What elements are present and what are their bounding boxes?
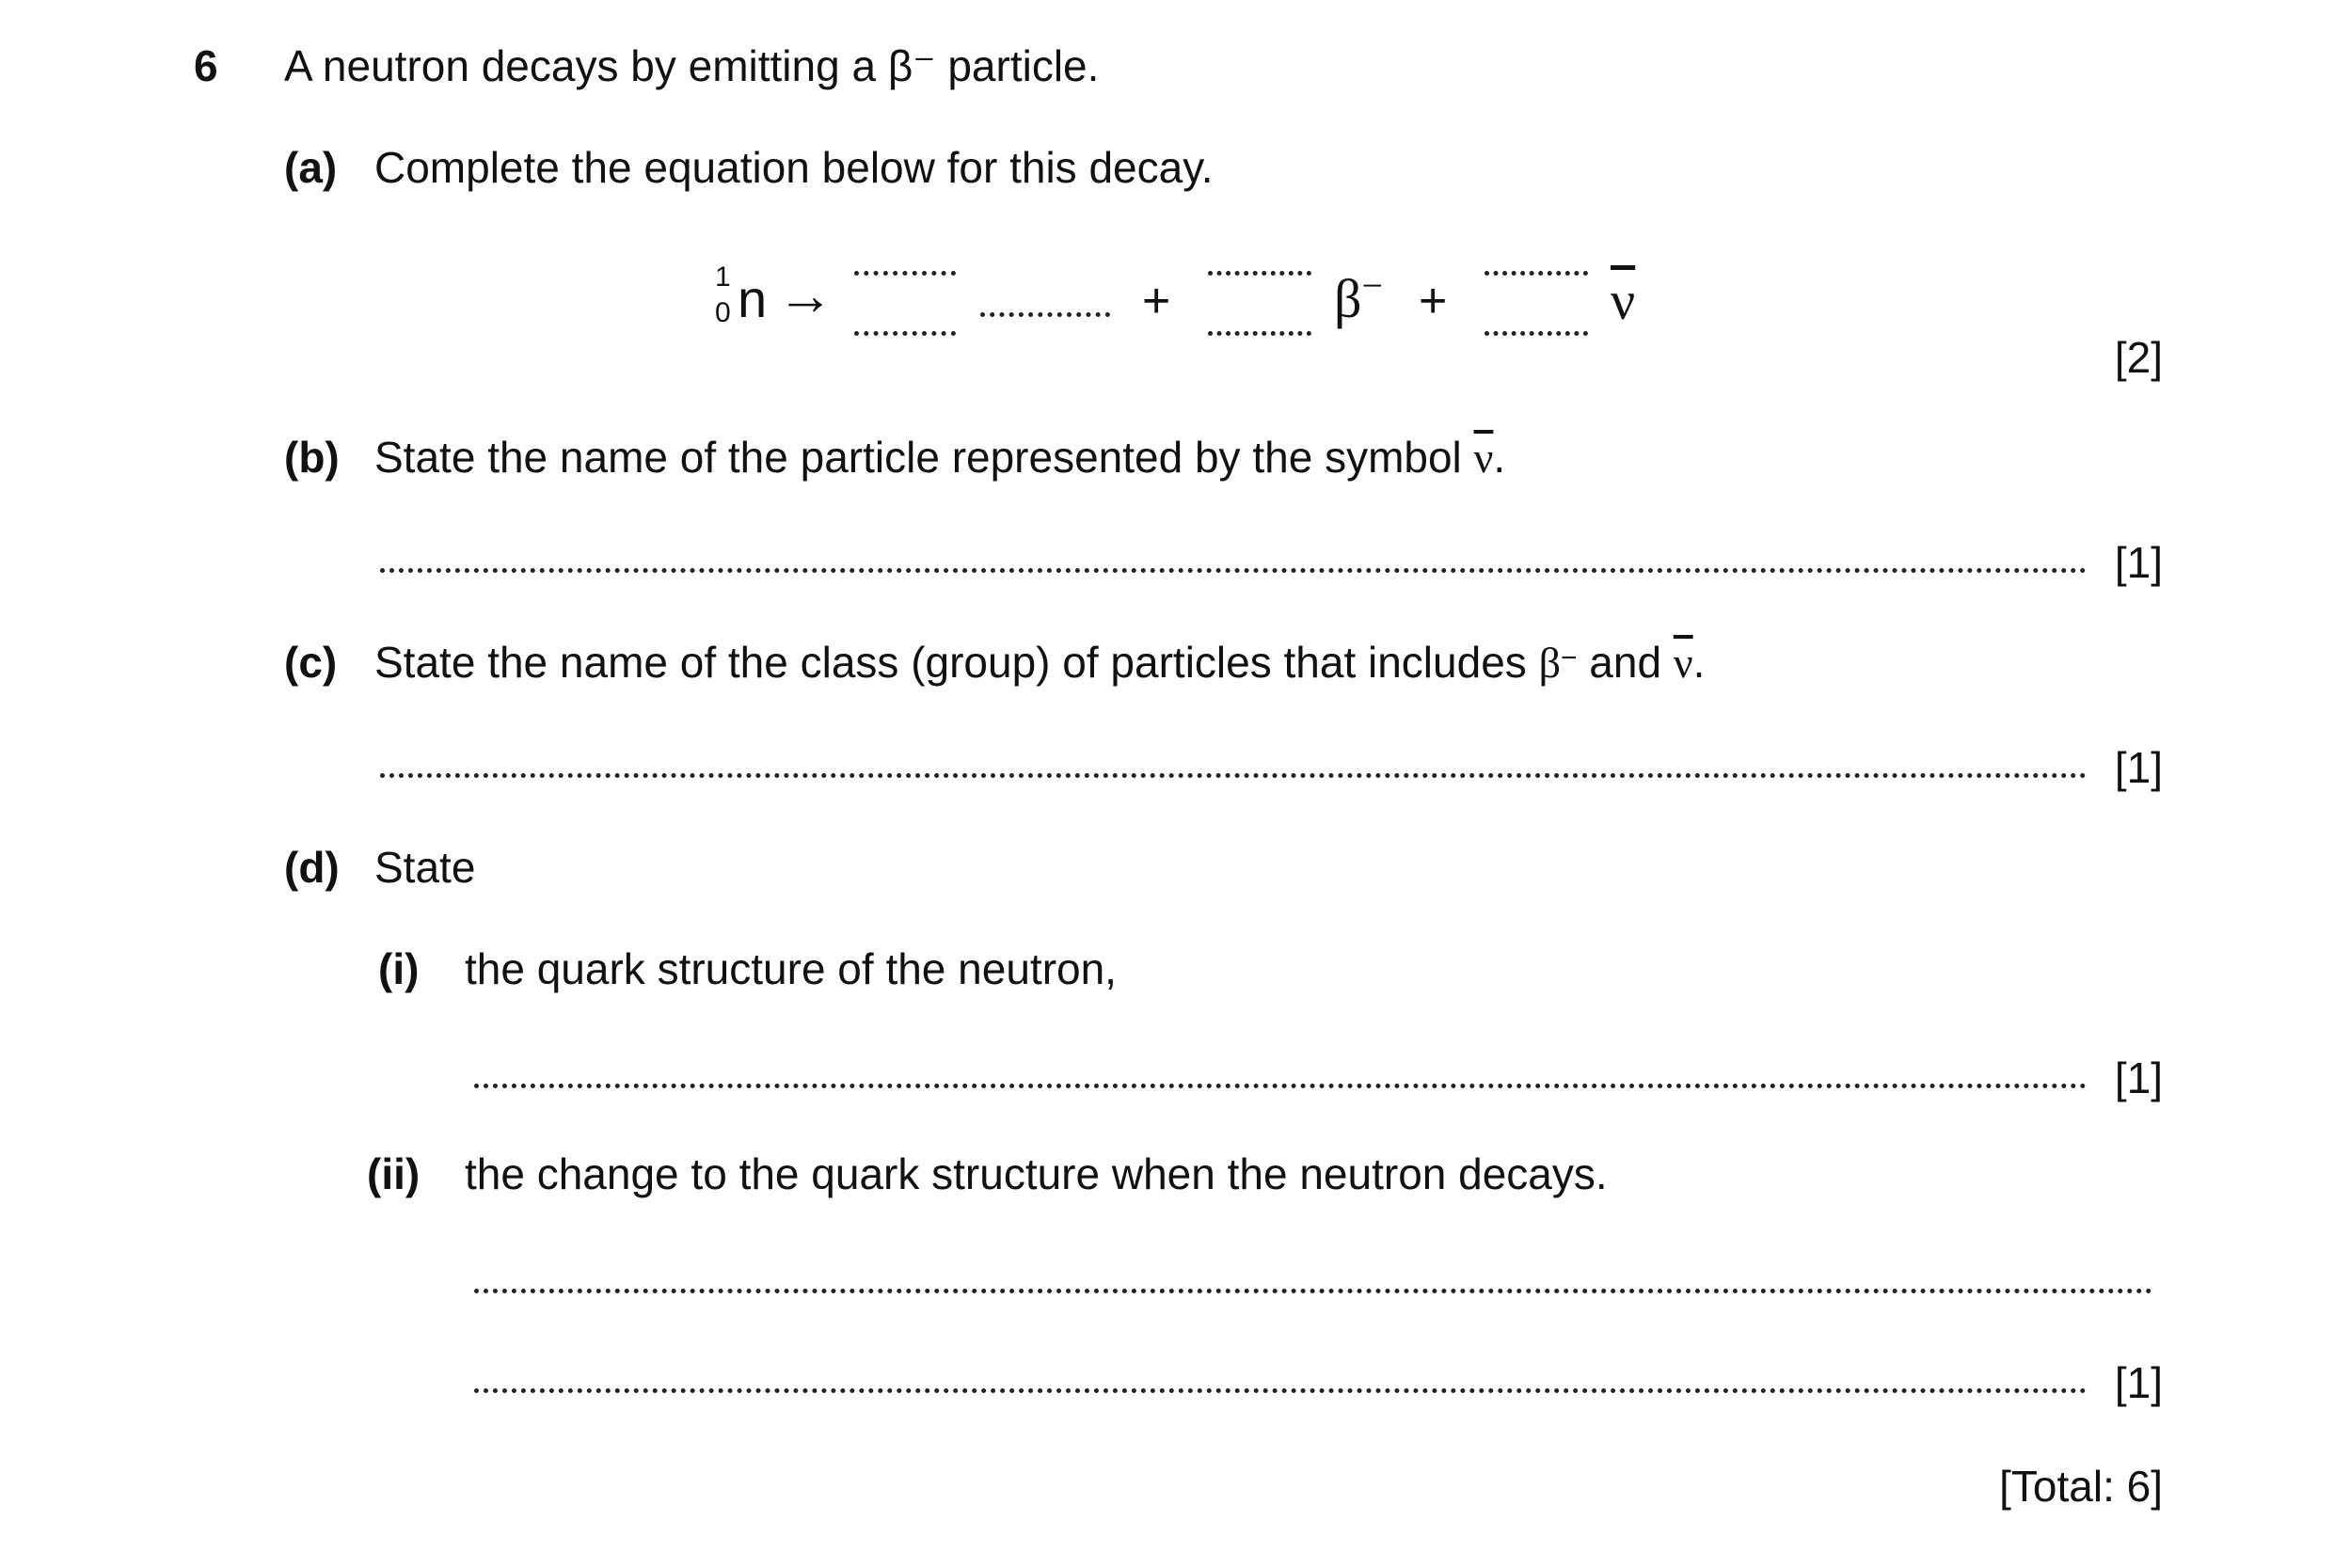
question-number: 6 bbox=[194, 41, 218, 90]
part-d-i-answer-line[interactable] bbox=[474, 1084, 2087, 1088]
part-c-and: and bbox=[1577, 638, 1674, 687]
part-d-ii-label: (ii) bbox=[367, 1149, 421, 1198]
product-symbol-blank[interactable] bbox=[980, 312, 1110, 317]
part-b-symbol: $\overline{\nu}$ bbox=[1473, 434, 1494, 482]
part-c-period: . bbox=[1692, 638, 1706, 687]
part-c-beta-charge: − bbox=[1560, 642, 1578, 673]
total-marks: [Total: 6] bbox=[1999, 1462, 2163, 1511]
part-b-text: State the name of the particle represented by the symbol bbox=[374, 433, 1474, 482]
beta-letter: β bbox=[1334, 268, 1362, 329]
part-a-marks: [2] bbox=[2114, 333, 2163, 382]
part-c-marks: [1] bbox=[2114, 743, 2163, 792]
part-d-i-text: the quark structure of the neutron, bbox=[465, 944, 1117, 993]
question-stem: A neutron decays by emitting a β⁻ particle. bbox=[284, 41, 1100, 90]
part-c-text: State the name of the class (group) of particles that includes bbox=[374, 638, 1539, 687]
atomic-number: 0 bbox=[715, 297, 731, 328]
neutron-symbol: n bbox=[738, 269, 768, 328]
part-b-answer-line[interactable] bbox=[380, 568, 2087, 573]
part-b-period: . bbox=[1493, 433, 1506, 482]
beta-charge-number-blank[interactable] bbox=[1208, 331, 1311, 336]
part-c-nu-symbol: $\overline{\nu}$ bbox=[1673, 639, 1693, 687]
beta-charge: − bbox=[1361, 264, 1384, 307]
product-atomic-number-blank[interactable] bbox=[854, 331, 956, 336]
antineutrino-charge-number-blank[interactable] bbox=[1485, 331, 1588, 336]
antineutrino-symbol: $\overline{\nu}$ bbox=[1611, 270, 1636, 331]
part-d-i-marks: [1] bbox=[2114, 1053, 2163, 1102]
part-d-i-label: (i) bbox=[378, 944, 420, 993]
beta-symbol bbox=[1334, 264, 1384, 333]
antineutrino-mass-number-blank[interactable] bbox=[1485, 271, 1588, 276]
part-c-answer-line[interactable] bbox=[380, 773, 2087, 778]
part-d-ii-text: the change to the quark structure when the neutron decays. bbox=[465, 1149, 1608, 1198]
part-a-text: Complete the equation below for this decay. bbox=[374, 143, 1214, 192]
part-d-label: (d) bbox=[284, 843, 340, 892]
part-a-label: (a) bbox=[284, 143, 338, 192]
plus-sign-1: + bbox=[1142, 274, 1171, 328]
beta-mass-number-blank[interactable] bbox=[1208, 271, 1311, 276]
part-d-text: State bbox=[374, 843, 476, 892]
arrow-symbol: → bbox=[777, 263, 834, 326]
part-d-ii-marks: [1] bbox=[2114, 1358, 2163, 1407]
mass-number: 1 bbox=[715, 261, 731, 293]
part-d-ii-answer-line-2[interactable] bbox=[474, 1388, 2087, 1393]
part-b-marks: [1] bbox=[2114, 538, 2163, 587]
part-b-question bbox=[374, 431, 1505, 484]
product-mass-number-blank[interactable] bbox=[854, 271, 956, 276]
part-b-label: (b) bbox=[284, 433, 340, 482]
part-d-ii-answer-line-1[interactable] bbox=[474, 1289, 2152, 1293]
part-c-question bbox=[374, 636, 1705, 689]
part-c-beta-symbol: β bbox=[1538, 639, 1561, 687]
part-c-label: (c) bbox=[284, 638, 338, 687]
plus-sign-2: + bbox=[1419, 274, 1448, 328]
